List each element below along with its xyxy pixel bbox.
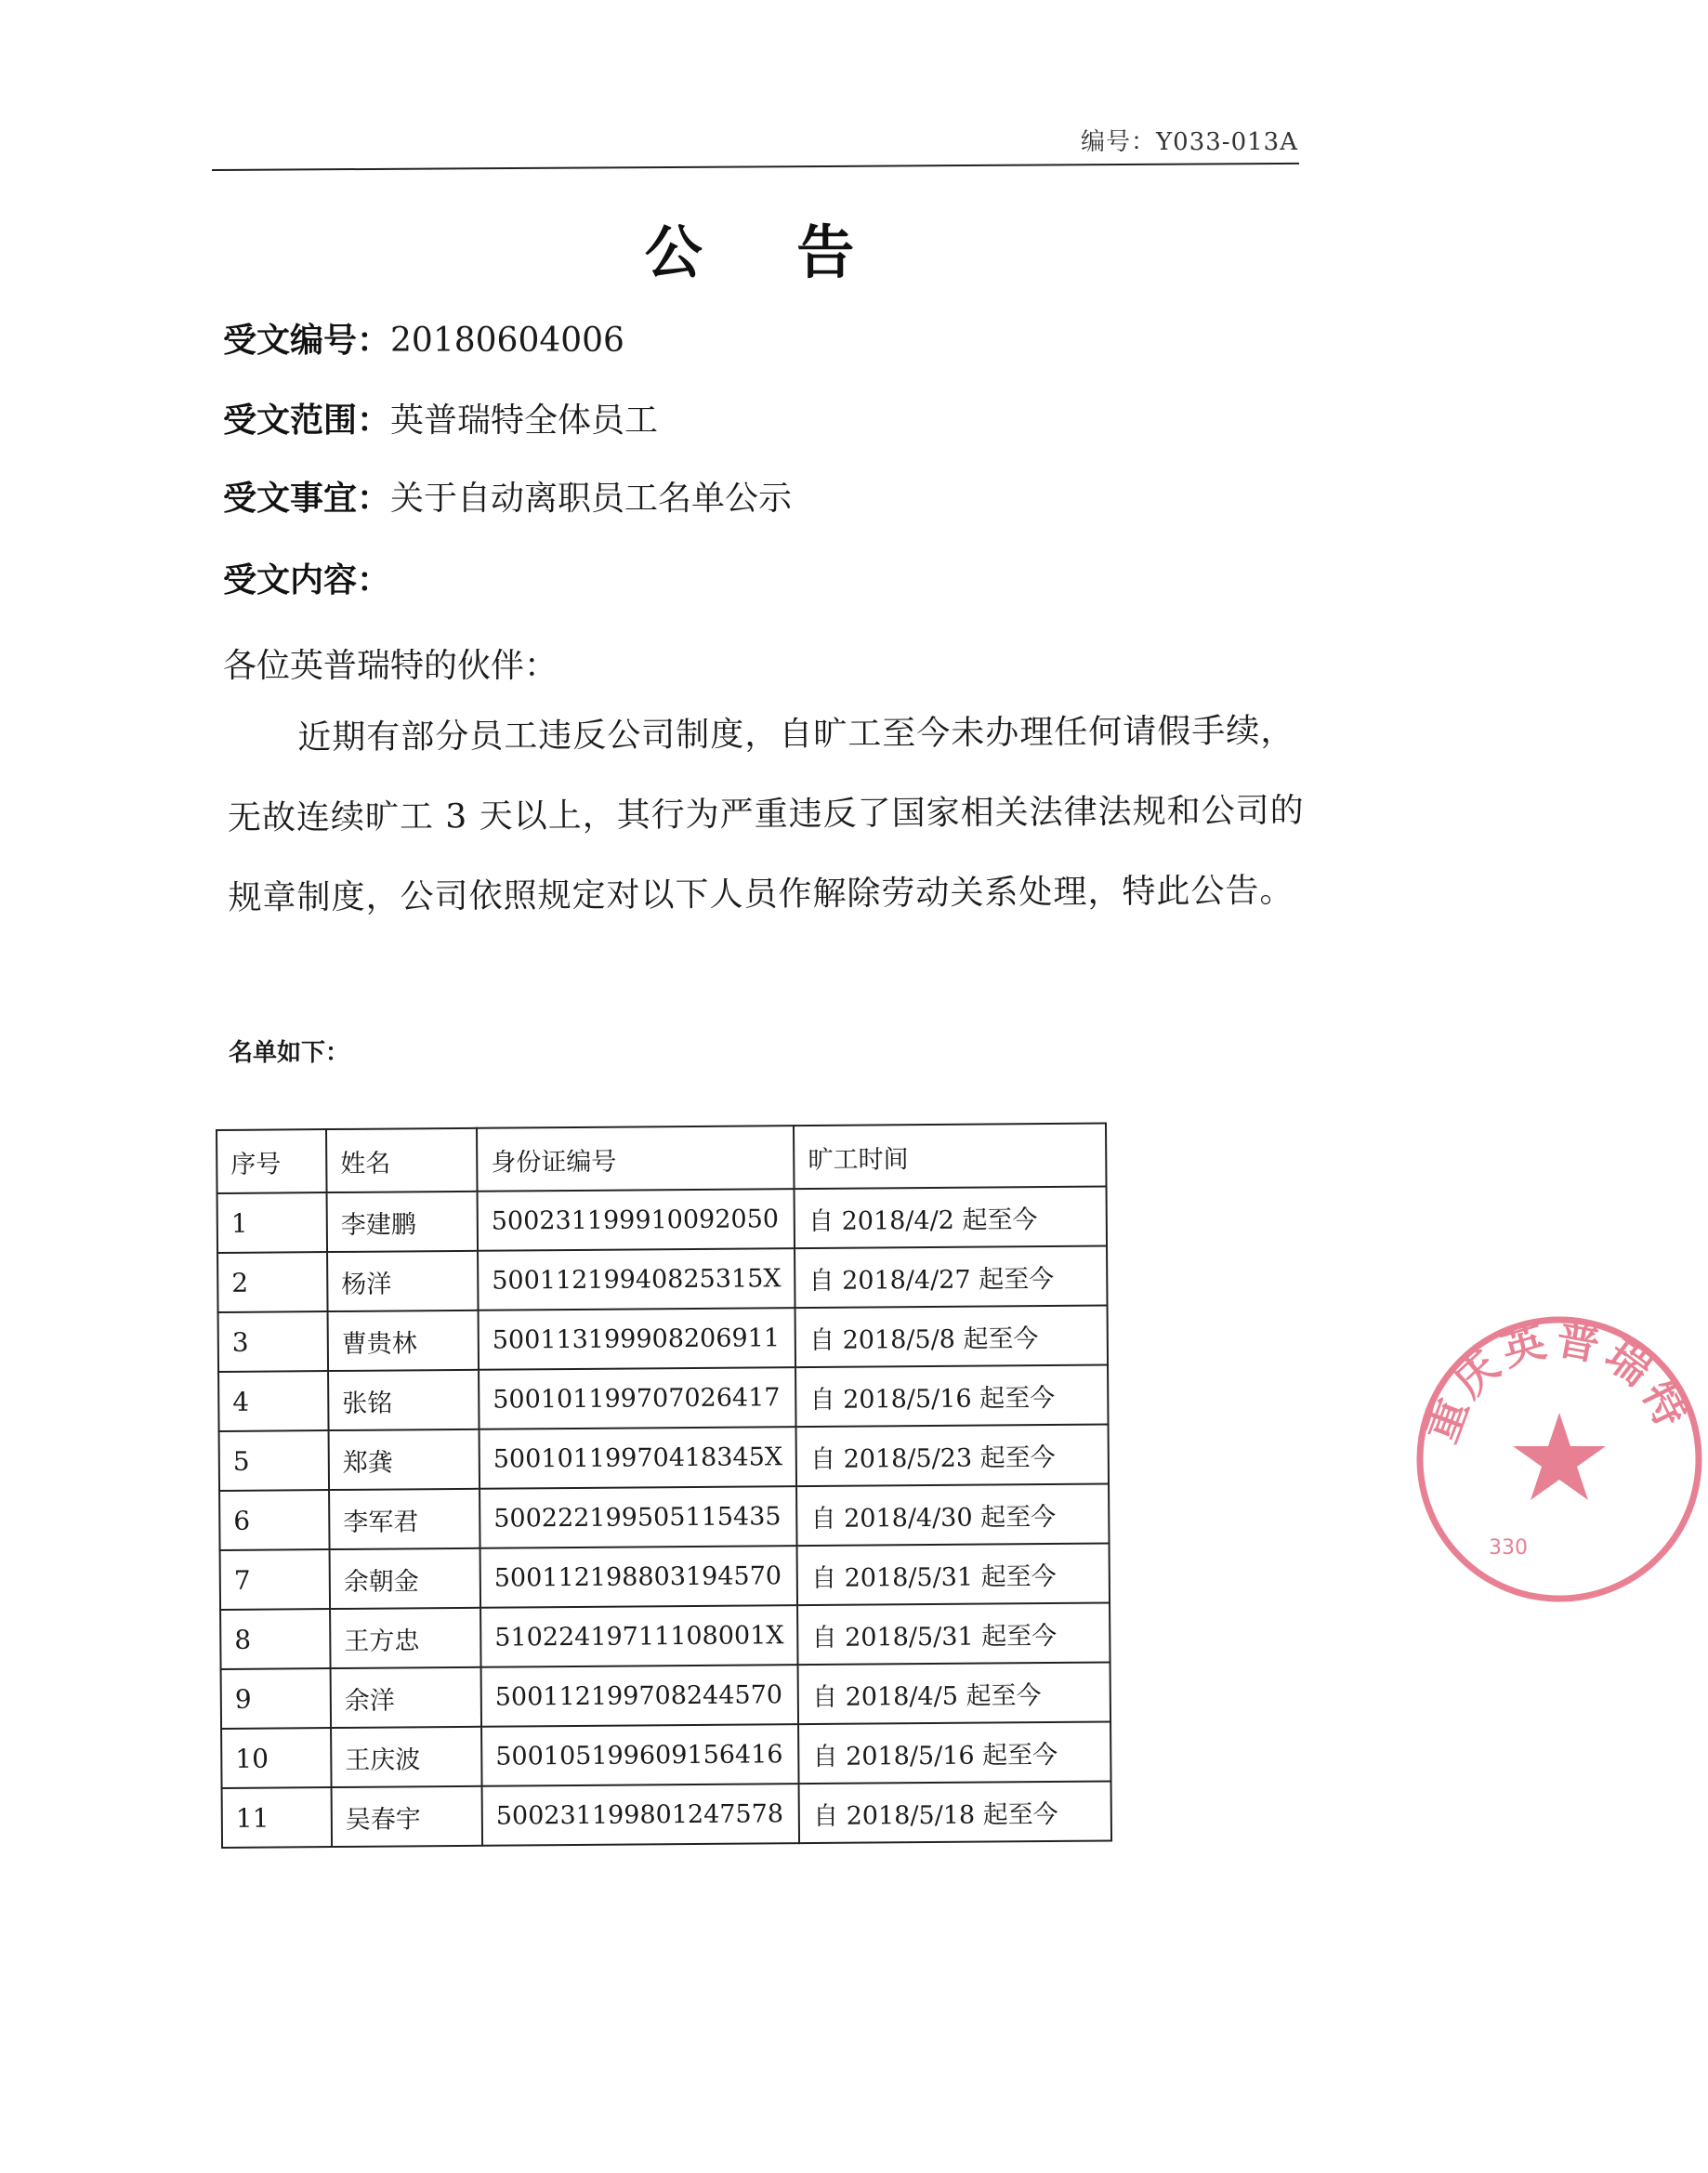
cell-name: 余洋 <box>331 1667 481 1728</box>
table-row <box>222 1781 1112 1848</box>
document-number: 编号：Y033-013A <box>1081 128 1298 156</box>
cell-absence-time: 自 2018/5/31 起至今 <box>797 1602 1110 1665</box>
header-seq: 序号 <box>217 1129 327 1193</box>
meta-label: 受文事宜： <box>223 480 391 518</box>
table-row <box>220 1543 1110 1610</box>
cell-absence-time: 自 2018/5/8 起至今 <box>795 1305 1108 1367</box>
cell-seq: 3 <box>218 1311 328 1372</box>
cell-seq: 1 <box>217 1192 327 1253</box>
cell-seq: 2 <box>217 1252 327 1312</box>
cell-id-number: 50010119970418345X <box>480 1427 797 1489</box>
table-row <box>218 1305 1109 1372</box>
cell-name: 王庆波 <box>331 1727 481 1787</box>
cell-seq: 6 <box>219 1490 329 1550</box>
cell-seq: 11 <box>222 1787 332 1848</box>
meta-label: 受文内容： <box>223 561 391 599</box>
cell-absence-time: 自 2018/5/16 起至今 <box>795 1364 1108 1427</box>
table-row <box>221 1721 1111 1788</box>
meta-value: 英普瑞特全体员工 <box>390 402 659 440</box>
roster-table <box>216 1122 1112 1849</box>
cell-name: 杨洋 <box>327 1251 478 1311</box>
table-row <box>220 1602 1110 1669</box>
meta-scope <box>223 394 658 441</box>
cell-id-number: 51022419711108001X <box>480 1605 798 1667</box>
cell-seq: 4 <box>218 1371 328 1431</box>
list-intro: 名单如下： <box>229 1039 350 1067</box>
cell-absence-time: 自 2018/5/23 起至今 <box>796 1424 1109 1486</box>
cell-id-number: 500231199801247578 <box>482 1784 800 1846</box>
table-row <box>218 1364 1109 1431</box>
meta-value: 关于自动离职员工名单公示 <box>390 480 793 518</box>
cell-name: 张铭 <box>328 1370 479 1430</box>
cell-id-number: 500222199505115435 <box>480 1486 797 1548</box>
cell-id-number: 500113199908206911 <box>479 1308 796 1370</box>
meta-label: 受文范围： <box>223 402 391 440</box>
meta-label: 受文编号： <box>223 322 391 360</box>
seal-star-icon <box>1513 1413 1606 1500</box>
seal-text: 重庆英普瑞特 <box>1415 1312 1700 1449</box>
cell-id-number: 500105199609156416 <box>481 1724 799 1786</box>
table-row <box>219 1483 1110 1550</box>
document-title: 公 告 <box>644 218 892 286</box>
company-seal-stamp <box>1411 1310 1708 1608</box>
cell-seq: 9 <box>221 1668 331 1729</box>
cell-name: 王方忠 <box>330 1608 480 1668</box>
cell-seq: 8 <box>220 1609 330 1669</box>
seal-code: 330 <box>1489 1536 1528 1560</box>
header-rule <box>212 163 1299 171</box>
greeting: 各位英普瑞特的伙伴： <box>223 647 558 685</box>
meta-value: 20180604006 <box>390 322 624 360</box>
cell-seq: 5 <box>219 1430 329 1491</box>
meta-content <box>223 554 390 601</box>
cell-absence-time: 自 2018/5/31 起至今 <box>797 1543 1110 1605</box>
cell-absence-time: 自 2018/4/27 起至今 <box>795 1245 1107 1308</box>
cell-id-number: 500112198803194570 <box>480 1546 798 1608</box>
meta-doc-id <box>223 314 624 362</box>
cell-name: 余朝金 <box>330 1548 480 1609</box>
header-name: 姓名 <box>326 1128 478 1192</box>
cell-absence-time: 自 2018/4/5 起至今 <box>798 1662 1110 1724</box>
cell-seq: 10 <box>221 1728 331 1788</box>
table-row <box>217 1245 1108 1312</box>
cell-id-number: 500112199708244570 <box>481 1665 799 1727</box>
cell-absence-time: 自 2018/4/2 起至今 <box>795 1186 1107 1248</box>
cell-name: 李军君 <box>329 1489 480 1549</box>
cell-id-number: 50011219940825315X <box>478 1248 795 1310</box>
cell-name: 曹贵林 <box>328 1310 479 1371</box>
cell-id-number: 500231199910092050 <box>478 1189 795 1251</box>
body-paragraph: 近期有部分员工违反公司制度，自旷工至今未办理任何请假手续，无故连续旷工 3 天以上，其行为严重违反了国家相关法律法规和公司的规章制度，公司依照规定对以下人员作解除劳动关系处理，特此公告。 <box>227 711 1305 917</box>
cell-name: 李建鹏 <box>327 1192 478 1252</box>
cell-absence-time: 自 2018/5/18 起至今 <box>799 1781 1111 1843</box>
roster-table-wrapper <box>216 1122 1112 1849</box>
header-id-number: 身份证编号 <box>477 1126 795 1192</box>
table-row <box>219 1424 1110 1491</box>
cell-absence-time: 自 2018/4/30 起至今 <box>796 1483 1109 1546</box>
cell-name: 吴春宇 <box>332 1786 482 1847</box>
cell-name: 郑龚 <box>329 1429 480 1490</box>
header-absence-time: 旷工时间 <box>794 1123 1107 1189</box>
meta-subject <box>223 472 792 520</box>
cell-absence-time: 自 2018/5/16 起至今 <box>798 1721 1110 1784</box>
table-header-row <box>217 1123 1107 1193</box>
table-row <box>221 1662 1111 1729</box>
cell-id-number: 500101199707026417 <box>479 1367 796 1429</box>
table-row <box>217 1186 1108 1253</box>
cell-seq: 7 <box>220 1549 330 1610</box>
